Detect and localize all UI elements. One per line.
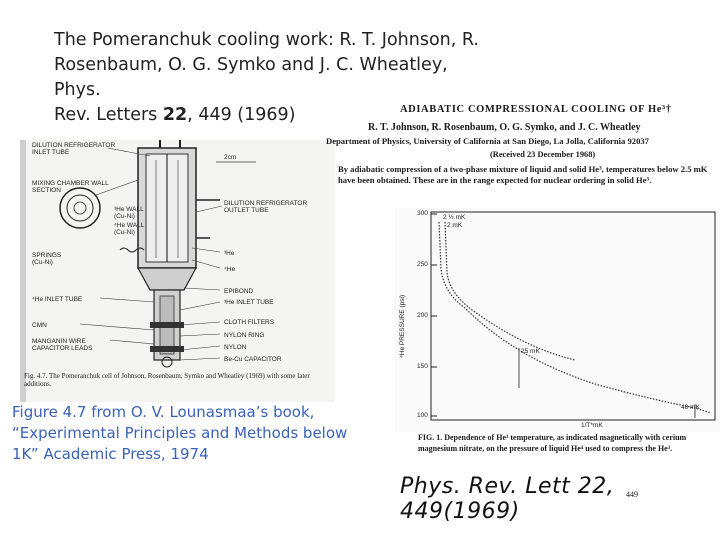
figure-caption-scan: Fig. 4.7. The Pomeranchuk cell of Johnson, Rosenbaum, Symko and Wheatley (1969) with some later additions. xyxy=(24,372,310,388)
handwritten-citation: Phys. Rev. Lett 22, 449(1969) xyxy=(400,474,615,524)
title-line-2: Rosenbaum, O. G. Symko and J. C. Wheatley, Phys. xyxy=(54,55,448,100)
label-manganin-2: CAPACITOR LEADS xyxy=(32,345,93,352)
label-dilution-outlet-2: OUTLET TUBE xyxy=(224,207,269,214)
y-tick-250: 250 xyxy=(417,261,428,268)
label-springs-2: (Cu-Ni) xyxy=(32,259,53,266)
label-he3-wall-2: (Cu-Ni) xyxy=(114,213,135,220)
annotation-2-5mk: 2 ½ mK xyxy=(443,214,466,221)
label-cmn: CMN xyxy=(32,322,47,329)
label-mixing-wall: MIXING CHAMBER WALL xyxy=(32,180,109,187)
label-he4-wall: ⁴He WALL xyxy=(114,222,145,229)
figure-source-caption xyxy=(12,402,357,465)
label-dilution-outlet: DILUTION REFRIGERATOR xyxy=(224,200,308,207)
annotation-2mk: 2 mK xyxy=(447,222,463,229)
label-cloth-filters: CLOTH FILTERS xyxy=(224,319,275,326)
label-springs: SPRINGS xyxy=(32,252,62,259)
title-volume: 22 xyxy=(162,105,188,125)
y-tick-100: 100 xyxy=(417,412,428,419)
paper-affiliation: Department of Physics, University of California at San Diego, La Jolla, California 92037 xyxy=(326,136,649,146)
paper-title: ADIABATIC COMPRESSIONAL COOLING OF He³† xyxy=(400,104,672,115)
caption-line-1: Figure 4.7 from O. V. Lounasmaa’s book, xyxy=(12,403,315,421)
label-scale: 2cm xyxy=(224,154,237,161)
label-he3: ³He xyxy=(224,250,235,257)
label-he4-wall-2: (Cu-Ni) xyxy=(114,229,135,236)
label-he3-inlet: ³He INLET TUBE xyxy=(224,299,274,306)
annotation-25mk: 25 mK xyxy=(521,348,540,355)
y-axis-label: ⁴He PRESSURE (psi) xyxy=(399,294,406,358)
label-manganin: MANGANIN WIRE xyxy=(32,338,86,345)
title-line-3-post: , 449 (1969) xyxy=(187,105,296,125)
x-axis-label: 1/T*mK xyxy=(581,422,603,429)
label-mixing-wall-2: SECTION xyxy=(32,187,61,194)
label-dilution-inlet: DILUTION REFRIGERATOR xyxy=(32,142,116,149)
title-line-1: The Pomeranchuk cooling work: R. T. Johnson, R. xyxy=(54,30,479,50)
label-dilution-inlet-2: INLET TUBE xyxy=(32,149,70,156)
label-nylon: NYLON xyxy=(224,344,247,351)
graph-caption: FIG. 1. Dependence of He³ temperature, as indicated magnetically with cerium magnesium nitrate, on the pressure of liquid He⁴ used to compress the He³. xyxy=(418,433,687,453)
label-he4-inlet: ⁴He INLET TUBE xyxy=(32,296,83,303)
annotation-48mk: 48 mK xyxy=(681,404,700,411)
y-tick-300: 300 xyxy=(417,210,428,217)
label-he3-wall: ³He WALL xyxy=(114,206,144,213)
graph-plot xyxy=(395,208,720,432)
caption-line-3: 1K” Academic Press, 1974 xyxy=(12,445,209,463)
title-line-3-pre: Rev. Letters xyxy=(54,105,163,125)
y-tick-200: 200 xyxy=(417,312,428,319)
y-tick-150: 150 xyxy=(417,363,428,370)
label-he4: ⁴He xyxy=(224,266,236,273)
label-epibond: EPIBOND xyxy=(224,288,254,295)
page-number: 449 xyxy=(626,490,638,499)
paper-abstract: By adiabatic compression of a two-phase mixture of liquid and solid He³, temperatures below 2.5 mK have been obtained. These are in the range expected for nuclear ordering in solid He³. xyxy=(338,164,708,185)
paper-received: (Received 23 December 1968) xyxy=(490,150,596,159)
paper-header xyxy=(320,100,720,210)
label-becu: Be-Cu CAPACITOR xyxy=(224,356,282,363)
paper-authors: R. T. Johnson, R. Rosenbaum, O. G. Symko, and J. C. Wheatley xyxy=(368,122,641,133)
pomeranchuk-cell-figure xyxy=(20,140,335,402)
label-nylon-ring: NYLON RING xyxy=(224,332,265,339)
caption-line-2: “Experimental Principles and Methods below xyxy=(12,424,348,442)
